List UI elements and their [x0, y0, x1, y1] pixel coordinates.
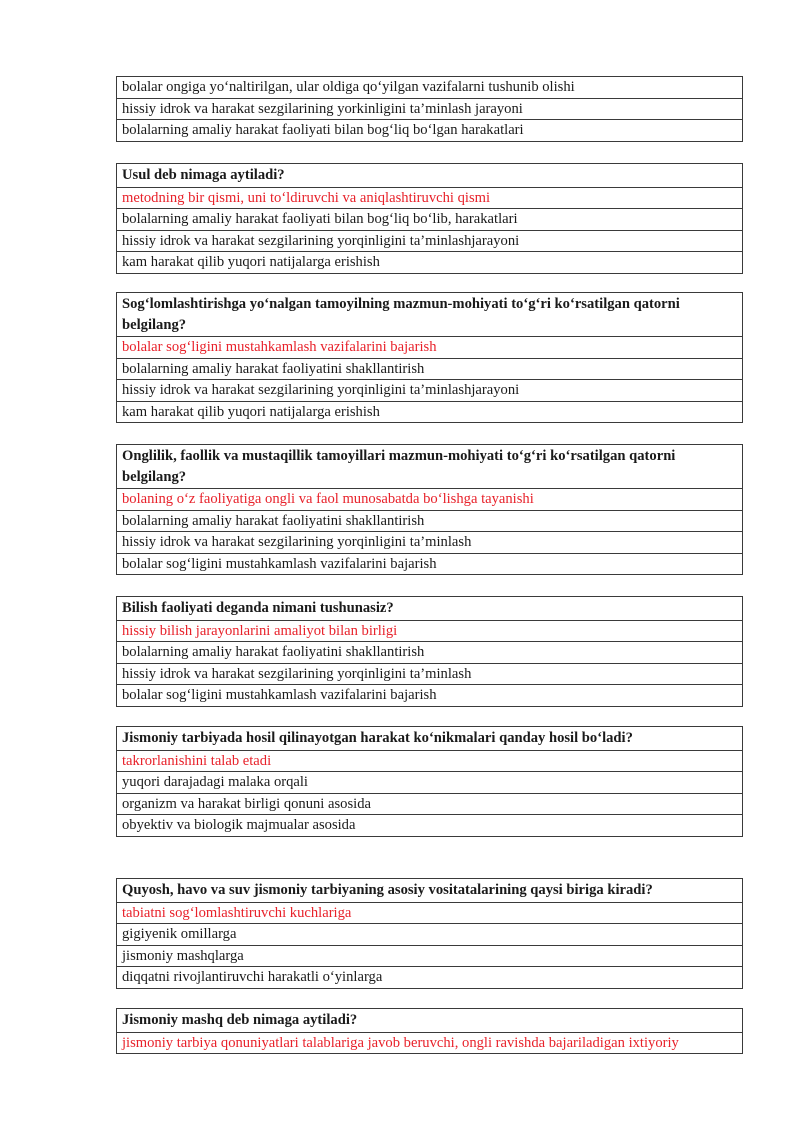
answer-option: bolalarning amaliy harakat faoliyatini shakllantirish	[117, 358, 743, 380]
answer-option: bolalar sog‘ligini mustahkamlash vazifalarini bajarish	[117, 685, 743, 707]
question-text: Jismoniy tarbiyada hosil qilinayotgan harakat ko‘nikmalari qanday hosil bo‘ladi?	[117, 727, 743, 751]
correct-answer: bolalar sog‘ligini mustahkamlash vazifalarini bajarish	[117, 337, 743, 359]
correct-answer: jismoniy tarbiya qonuniyatlari talablariga javob beruvchi, ongli ravishda bajariladigan ixtiyoriy	[117, 1032, 743, 1054]
answer-option: kam harakat qilib yuqori natijalarga erishish	[117, 401, 743, 423]
answer-option: obyektiv va biologik majmualar asosida	[117, 815, 743, 837]
answer-option: bolalar ongiga yo‘naltirilgan, ular oldiga qo‘yilgan vazifalarni tushunib olishi	[117, 77, 743, 99]
answer-option: bolalarning amaliy harakat faoliyatini shakllantirish	[117, 510, 743, 532]
question-block	[116, 292, 743, 423]
question-text: Quyosh, havo va suv jismoniy tarbiyaning asosiy vositatalarining qaysi biriga kiradi?	[117, 879, 743, 903]
question-block	[116, 878, 743, 989]
question-text: Onglilik, faollik va mustaqillik tamoyillari mazmun-mohiyati to‘g‘ri ko‘rsatilgan qatorni belgilang?	[117, 445, 743, 489]
question-block	[116, 1008, 743, 1054]
correct-answer: metodning bir qismi, uni to‘ldiruvchi va aniqlashtiruvchi qismi	[117, 187, 743, 209]
correct-answer: tabiatni sog‘lomlashtiruvchi kuchlariga	[117, 902, 743, 924]
answer-option: jismoniy mashqlarga	[117, 945, 743, 967]
answer-option: diqqatni rivojlantiruvchi harakatli o‘yinlarga	[117, 967, 743, 989]
answer-option: kam harakat qilib yuqori natijalarga erishish	[117, 252, 743, 274]
question-block	[116, 444, 743, 575]
question-block	[116, 726, 743, 837]
question-block	[116, 596, 743, 707]
question-text: Usul deb nimaga aytiladi?	[117, 164, 743, 188]
question-text: Jismoniy mashq deb nimaga aytiladi?	[117, 1009, 743, 1033]
answer-option: hissiy idrok va harakat sezgilarining yorqinligini ta’minlashjarayoni	[117, 230, 743, 252]
correct-answer: hissiy bilish jarayonlarini amaliyot bilan birligi	[117, 620, 743, 642]
answer-option: gigiyenik omillarga	[117, 924, 743, 946]
question-text: Bilish faoliyati deganda nimani tushunasiz?	[117, 597, 743, 621]
answer-option: hissiy idrok va harakat sezgilarining yorqinligini ta’minlashjarayoni	[117, 380, 743, 402]
question-block	[116, 163, 743, 274]
correct-answer: bolaning o‘z faoliyatiga ongli va faol munosabatda bo‘lishga tayanishi	[117, 489, 743, 511]
answer-option: bolalarning amaliy harakat faoliyati bilan bog‘liq bo‘lib, harakatlari	[117, 209, 743, 231]
answer-option: hissiy idrok va harakat sezgilarining yorqinligini ta’minlash	[117, 663, 743, 685]
answer-option: bolalarning amaliy harakat faoliyatini shakllantirish	[117, 642, 743, 664]
answer-option: yuqori darajadagi malaka orqali	[117, 772, 743, 794]
answer-option: hissiy idrok va harakat sezgilarining yorkinligini ta’minlash jarayoni	[117, 98, 743, 120]
question-block-continuation	[116, 76, 743, 142]
answer-option: bolalar sog‘ligini mustahkamlash vazifalarini bajarish	[117, 553, 743, 575]
question-text: Sog‘lomlashtirishga yo‘nalgan tamoyilning mazmun-mohiyati to‘g‘ri ko‘rsatilgan qatorni belgilang?	[117, 293, 743, 337]
answer-option: bolalarning amaliy harakat faoliyati bilan bog‘liq bo‘lgan harakatlari	[117, 120, 743, 142]
answer-option: organizm va harakat birligi qonuni asosida	[117, 793, 743, 815]
answer-option: hissiy idrok va harakat sezgilarining yorqinligini ta’minlash	[117, 532, 743, 554]
correct-answer: takrorlanishini talab etadi	[117, 750, 743, 772]
